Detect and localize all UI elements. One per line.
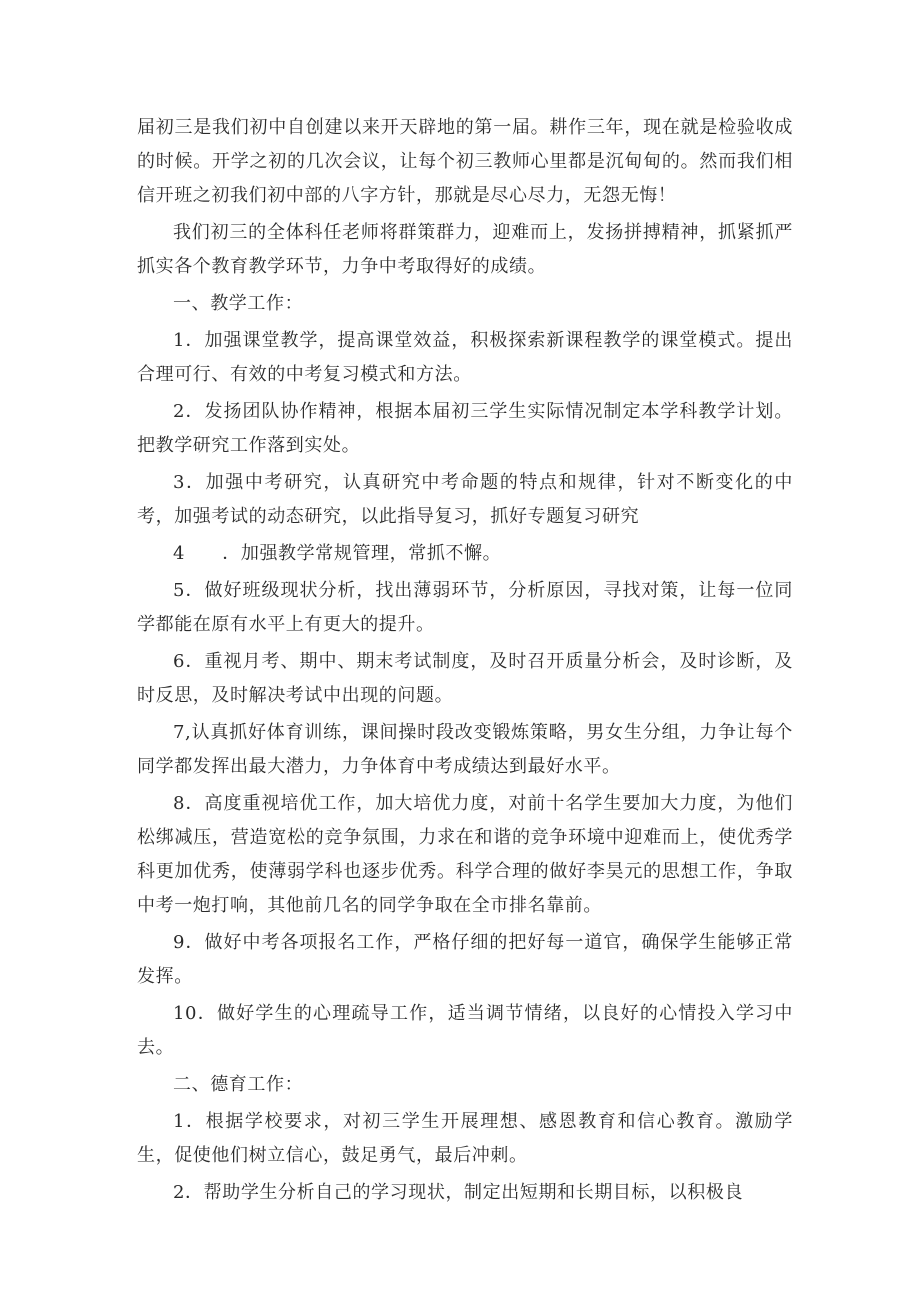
paragraph-intro: 届初三是我们初中自创建以来开天辟地的第一届。耕作三年，现在就是检验收成的时候。开学之初的几次会议，让每个初三教师心里都是沉甸甸的。然而我们相信开班之初我们初中部的八字方针，那就是尽心尽力，无怨无悔！ <box>137 117 793 206</box>
teaching-item-6: 6．重视月考、期中、期末考试制度，及时召开质量分析会，及时诊断，及时反思，及时解决考试中出现的问题。 <box>137 651 793 706</box>
teaching-item-5: 5．做好班级现状分析，找出薄弱环节，分析原因，寻找对策，让每一位同学都能在原有水平上有更大的提升。 <box>137 580 793 635</box>
document-body <box>137 111 793 1213</box>
teaching-item-9: 9．做好中考各项报名工作，严格仔细的把好每一道官，确保学生能够正常发挥。 <box>137 932 793 987</box>
teaching-item-2: 2．发扬团队协作精神，根据本届初三学生实际情况制定本学科教学计划。把教学研究工作落到实处。 <box>137 401 793 456</box>
teaching-item-10: 10．做好学生的心理疏导工作，适当调节情绪，以良好的心情投入学习中去。 <box>137 1003 793 1058</box>
moral-item-1: 1．根据学校要求，对初三学生开展理想、感恩教育和信心教育。激励学生，促使他们树立信心，鼓足勇气，最后冲刺。 <box>137 1111 793 1166</box>
teaching-item-3: 3．加强中考研究，认真研究中考命题的特点和规律，针对不断变化的中考，加强考试的动态研究，以此指导复习，抓好专题复习研究 <box>137 472 793 527</box>
section-heading-moral: 二、德育工作： <box>173 1074 304 1095</box>
teaching-item-1: 1．加强课堂教学，提高课堂效益，积极探索新课程教学的课堂模式。提出合理可行、有效的中考复习模式和方法。 <box>137 330 793 385</box>
paragraph-goal: 我们初三的全体科任老师将群策群力，迎难而上，发扬拼搏精神，抓紧抓严抓实各个教育教学环节，力争中考取得好的成绩。 <box>137 222 793 277</box>
teaching-item-4: 4 ．加强教学常规管理，常抓不懈。 <box>173 543 502 564</box>
teaching-item-7: 7,认真抓好体育训练，课间操时段改变锻炼策略，男女生分组，力争让每个同学都发挥出最大潜力，力争体育中考成绩达到最好水平。 <box>137 722 793 777</box>
moral-item-2: 2．帮助学生分析自己的学习现状，制定出短期和长期目标，以积极良 <box>173 1182 744 1203</box>
section-heading-teaching: 一、教学工作： <box>173 293 304 314</box>
teaching-item-8: 8．高度重视培优工作，加大培优力度，对前十名学生要加大力度，为他们松绑减压，营造宽松的竞争氛围，力求在和谐的竞争环境中迎难而上，使优秀学科更加优秀，使薄弱学科也逐步优秀。科学合理的做好李昊元的思想工作，争取中考一炮打响，其他前几名的同学争取在全市排名靠前。 <box>137 793 793 916</box>
